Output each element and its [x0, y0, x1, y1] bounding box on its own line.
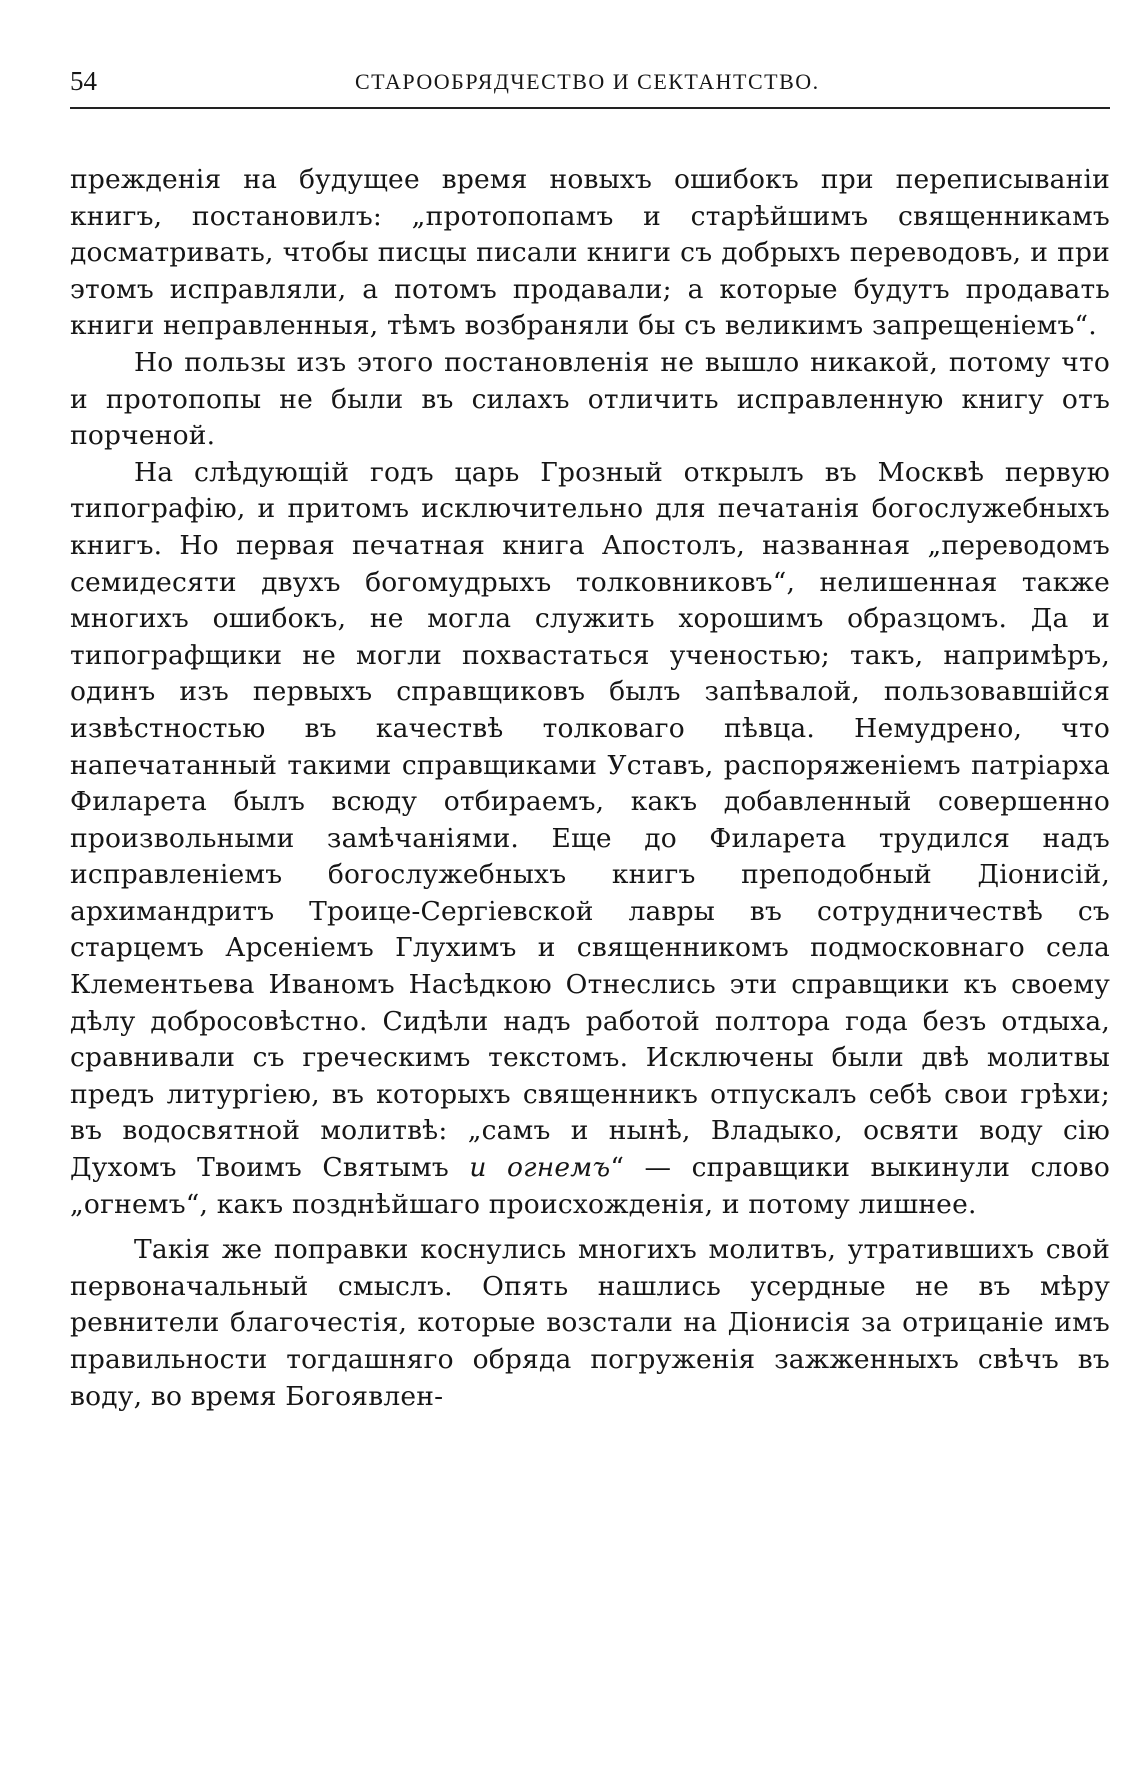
paragraph-4: Такія же поправки коснулись многихъ молитвъ, утратившихъ свой первоначальный смыслъ. Опять нашлись усердные не въ мѣру ревнители благочестія, которые возстали на Діонисія за отрицаніе имъ правильности тогдашняго обряда погруженія зажженныхъ свѣчъ въ воду, во время Богоявлен- — [70, 1234, 1110, 1412]
paragraph-3 — [70, 455, 1110, 1223]
paragraph-3-text-after: “ — справщики выкинули слово „огнемъ“, какъ позднѣйшаго происхожденія, и потому лишнее. — [70, 1152, 1110, 1220]
paragraph-3-italic-phrase: и огнемъ — [469, 1152, 611, 1184]
paragraph-2: Но пользы изъ этого постановленія не вышло никакой, потому что и протопопы не были въ силахъ отличить исправленную книгу отъ порченой. — [70, 346, 1110, 452]
running-head — [70, 66, 1110, 106]
header-rule — [70, 107, 1110, 109]
body-text — [70, 162, 1110, 1415]
running-title: СТАРООБРЯДЧЕСТВО И СЕКТАНТСТВО. — [355, 69, 820, 94]
paragraph-3-text: На слѣдующій годъ царь Грозный открылъ въ Москвѣ первую типографію, и притомъ исключительно для печатанія богослужебныхъ книгъ. Но первая печатная книга Апостолъ, названная „переводомъ семидесяти двухъ богомудрыхъ толковниковъ“, нелишенная также многихъ ошибокъ, не могла служить хорошимъ образцомъ. Да и типографщики не могли похвастаться ученостью; такъ, напримѣръ, одинъ изъ первыхъ справщиковъ былъ запѣвалой, пользовавшійся извѣстностью въ качествѣ толковаго пѣвца. Немудрено, что напечатанный такими справщиками Уставъ, распоряженіемъ патріарха Филарета былъ всюду отбираемъ, какъ добавленный совершенно произвольными замѣчаніями. Еще до Филарета трудился надъ исправленіемъ богослужебныхъ книгъ преподобный Діонисій, архимандритъ Троице-Сергіевской лавры въ сотрудничествѣ съ старцемъ Арсеніемъ Глухимъ и священникомъ подмосковнаго села Клементьева Иваномъ Насѣдкою Отнеслись эти справщики къ своему дѣлу добросовѣстно. Сидѣли надъ работой полтора года безъ отдыха, сравнивали съ греческимъ текстомъ. Исключены были двѣ молитвы предъ литургіею, въ которыхъ священникъ отпускалъ себѣ свои грѣхи; въ водосвятной молитвѣ: „самъ и нынѣ, Владыко, освяти воду сію Духомъ Твоимъ Святымъ — [70, 456, 1110, 1184]
book-page — [70, 66, 1110, 1415]
page-number: 54 — [70, 66, 97, 96]
paragraph-1: прежденія на будущее время новыхъ ошибокъ при переписываніи книгъ, постановилъ: „протопопамъ и старѣйшимъ священникамъ досматривать, чтобы писцы писали книги съ добрыхъ переводовъ, и при этомъ исправляли, а потомъ продавали; а которые будутъ продавать книги неправленныя, тѣмъ возбраняли бы съ великимъ запрещеніемъ“. — [70, 164, 1110, 342]
